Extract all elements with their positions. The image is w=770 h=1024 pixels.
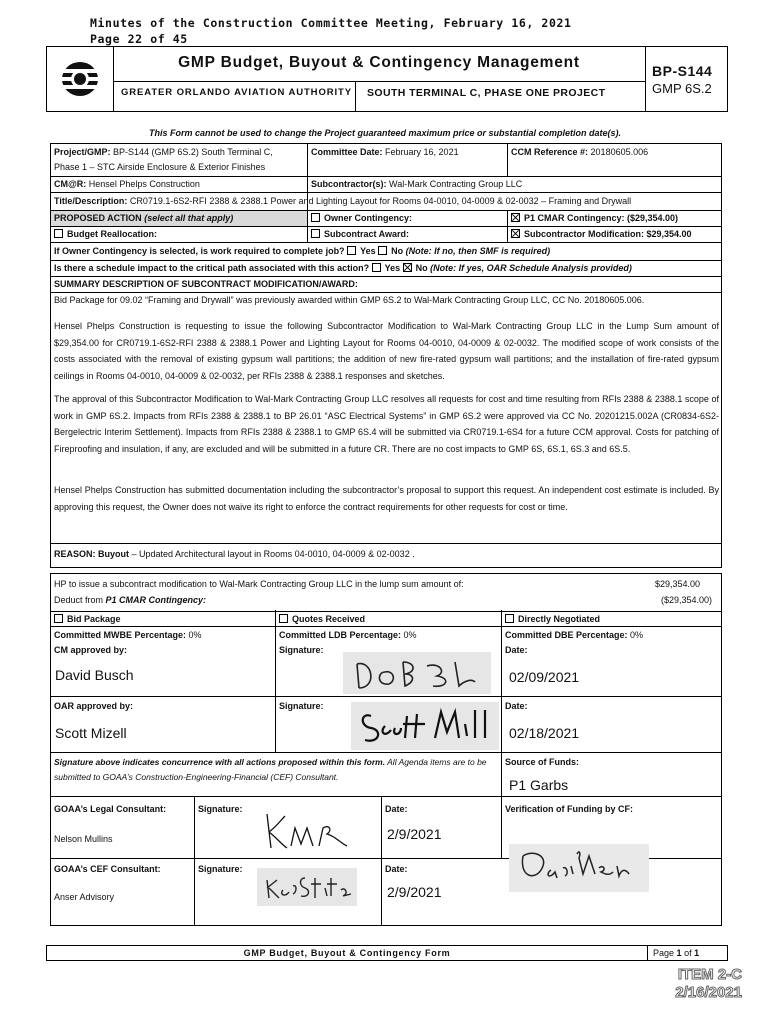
cef-date-label: Date: xyxy=(385,864,408,874)
cef-name: Anser Advisory xyxy=(54,892,115,902)
item-stamp-line2: 2/16/2021 xyxy=(675,984,742,1001)
directly-negotiated-checkbox[interactable] xyxy=(505,614,514,623)
reason-box xyxy=(50,543,722,568)
oar-date-label: Date: xyxy=(505,701,528,711)
cmar-label: CM@R: xyxy=(54,179,87,189)
funds-value: P1 Garbs xyxy=(509,777,569,793)
title-value: CR0719.1-6S2-RFI 2388 & 2388.1 Power and Lighting Layout for Rooms 04-0010, 04-0009 & 02-0032 – Framing and Drywall xyxy=(129,196,632,206)
summary-heading: SUMMARY DESCRIPTION OF SUBCONTRACT MODIFICATION/AWARD: xyxy=(54,279,358,289)
legal-signature xyxy=(257,806,357,854)
budget-realloc-checkbox[interactable] xyxy=(54,229,63,238)
oar-approved-label: OAR approved by: xyxy=(54,701,134,711)
q2-no-checkbox[interactable] xyxy=(403,263,412,272)
owner-contingency-question: If Owner Contingency is selected, is work required to complete job? Yes No (Note: If no, then SMF is required) xyxy=(54,246,551,256)
proposed-action-label: PROPOSED ACTION xyxy=(54,213,142,223)
footer-page-total: 1 xyxy=(694,948,700,958)
amount1: $29,354.00 xyxy=(654,579,700,589)
proposed-action-note: (select all that apply) xyxy=(144,213,234,223)
concurrence-bold: Signature above indicates concurrence with all actions proposed within this form. xyxy=(54,757,386,767)
sub-label: Subcontractor(s): xyxy=(311,179,387,189)
amounts-box xyxy=(50,573,722,612)
form-id: BP-S144 xyxy=(652,63,713,79)
owner-contingency-option[interactable]: Owner Contingency: xyxy=(308,211,507,225)
cef-signature xyxy=(257,868,357,906)
quotes-received-checkbox[interactable] xyxy=(279,614,288,623)
info-table xyxy=(50,143,722,293)
meeting-header-line2: Page 22 of 45 xyxy=(90,32,188,46)
cm-name: David Busch xyxy=(55,667,134,683)
org-name: GREATER ORLANDO AVIATION AUTHORITY xyxy=(121,87,352,98)
bid-package-checkbox[interactable] xyxy=(54,614,63,623)
title-label: Title/Description: xyxy=(54,196,128,206)
form-header xyxy=(46,46,728,112)
amount-line2b: P1 CMAR Contingency: xyxy=(105,595,207,605)
committee-label: Committee Date: xyxy=(311,147,383,157)
reason-text: – Updated Architectural layout in Rooms 04-0010, 04-0009 & 02-0032 . xyxy=(131,549,415,559)
oar-name: Scott Mizell xyxy=(55,725,127,741)
project-value: BP-S144 (GMP 6S.2) South Terminal C, xyxy=(113,147,273,157)
project-name: SOUTH TERMINAL C, PHASE ONE PROJECT xyxy=(367,87,606,99)
cmar-value: Hensel Phelps Construction xyxy=(88,179,200,189)
ldb-value: 0% xyxy=(403,630,417,640)
mwbe-value: 0% xyxy=(188,630,202,640)
form-title: GMP Budget, Buyout & Contingency Management xyxy=(113,47,645,82)
oar-signature xyxy=(351,702,499,750)
sub-value: Wal-Mark Contracting Group LLC xyxy=(389,179,523,189)
committee-value: February 16, 2021 xyxy=(385,147,459,157)
dbe-label: Committed DBE Percentage: xyxy=(505,630,628,640)
summary-p1: Bid Package for 09.02 “Framing and Drywall” was previously awarded within GMP 6S.2 to Wal-Mark Contracting Group LLC, CC No. 20180605.006. xyxy=(54,295,645,305)
owner-contingency-checkbox[interactable] xyxy=(311,213,320,222)
summary-p2: Hensel Phelps Construction is requesting to issue the following Subcontractor Modification to Wal-Mark Contracting Group LLC in the Lump Sum amount of $29,354.00 for CR0719.1-6S2-RFI 2388 & 2388.1 Power and Lighting Layout for Rooms 04-0010, 04-0009 & 02-0032. The modified scope of work consists of the costs associated with the removal of existing gypsum wall partitions; the addition of new fire-rated gypsum wall partitions; and the installation of fire-rated gypsum ceilings in Rooms 04-0010, 04-0009 & 02-0032, per RFIs 2388 & 2388.1 responses and sketches. xyxy=(54,321,719,381)
funds-label: Source of Funds: xyxy=(505,757,579,767)
amount-line1: HP to issue a subcontract modification to Wal-Mark Contracting Group LLC in the lump sum amount of: xyxy=(54,579,464,589)
p1-cmar-option[interactable]: P1 CMAR Contingency: ($29,354.00) xyxy=(508,211,720,225)
verification-label: Verification of Funding by CF: xyxy=(505,804,633,814)
summary-p4: Hensel Phelps Construction has submitted documentation including the subcontractor’s proposal to support this request. An independent cost estimate is included. By approving this request, the Owner does not waive its right to enforce the contract requirements for other requests for cost or time. xyxy=(54,485,719,512)
summary-p3: The approval of this Subcontractor Modification to Wal-Mark Contracting Group LLC resolves all requests for cost and time resulting from RFIs 2388 & 2388.1 scope of work in GMP 6S.2. Impacts from RFIs 2388 & 2388.1 to BP 26.01 “ASC Electrical Systems” in GMP 6S.2 were approved via CC No. 20201215.002A (CR0834-6S2-Bergelectric Interim Settlement). Impacts from RFIs 2388 & 2388.1 to GMP 6S.4 will be submitted via CR0719.1-6S4 for a future CCM approval. Costs for patching of Fireproofing and insulation, if any, are excluded and will be submitted in a future CR. There are no cost impacts to GMP 6S, 6S.1, 6S.3 and 6S.5. xyxy=(54,394,719,454)
project-value-2: Phase 1 – STC Airside Enclosure & Exterior Finishes xyxy=(54,162,266,172)
form-footer xyxy=(46,945,728,961)
q1-yes-checkbox[interactable] xyxy=(347,246,356,255)
directly-negotiated-option[interactable]: Directly Negotiated xyxy=(502,612,720,626)
form-notice: This Form cannot be used to change the Project guaranteed maximum price or substantial completion date(s). xyxy=(148,128,622,138)
cm-date-label: Date: xyxy=(505,645,528,655)
sub-mod-checkbox[interactable] xyxy=(511,229,520,238)
q1-no-checkbox[interactable] xyxy=(378,246,387,255)
sub-award-checkbox[interactable] xyxy=(311,229,320,238)
goaa-logo xyxy=(47,47,114,111)
amount2: ($29,354.00) xyxy=(660,595,712,605)
mwbe-label: Committed MWBE Percentage: xyxy=(54,630,187,640)
bid-package-option[interactable]: Bid Package xyxy=(51,612,275,626)
footer-title: GMP Budget, Buyout & Contingency Form xyxy=(243,948,451,958)
cm-approved-label: CM approved by: xyxy=(54,645,128,655)
legal-date-label: Date: xyxy=(385,804,408,814)
cm-date: 02/09/2021 xyxy=(509,669,580,685)
cef-date: 2/9/2021 xyxy=(387,884,442,900)
oar-date: 02/18/2021 xyxy=(509,725,580,741)
verification-signature xyxy=(509,844,649,892)
amount-line2a: Deduct from xyxy=(54,595,104,605)
reason-label: REASON: Buyout xyxy=(54,549,129,559)
sub-mod-option[interactable]: Subcontractor Modification: $29,354.00 xyxy=(508,227,720,241)
q2-yes-checkbox[interactable] xyxy=(372,263,381,272)
cm-signature-label: Signature: xyxy=(279,645,324,655)
legal-name: Nelson Mullins xyxy=(54,834,113,844)
ccm-label: CCM Reference #: xyxy=(511,147,589,157)
p1-cmar-checkbox[interactable] xyxy=(511,213,520,222)
approvals-table xyxy=(50,610,722,926)
legal-signature-label: Signature: xyxy=(198,804,243,814)
ccm-value: 20180605.006 xyxy=(590,147,649,157)
footer-page: Page 1 of 1 xyxy=(653,948,700,958)
dbe-value: 0% xyxy=(630,630,644,640)
ldb-label: Committed LDB Percentage: xyxy=(279,630,402,640)
footer-page-num: 1 xyxy=(676,948,682,958)
item-stamp xyxy=(675,966,742,1002)
schedule-impact-question: Is there a schedule impact to the critical path associated with this action? Yes No (Note: If yes, OAR Schedule Analysis provided) xyxy=(54,263,632,273)
cef-signature-label: Signature: xyxy=(198,864,243,874)
gmp-id: GMP 6S.2 xyxy=(652,81,712,96)
budget-realloc-option[interactable]: Budget Reallocation: xyxy=(51,227,307,241)
project-label: Project/GMP: xyxy=(54,147,111,157)
meeting-header-line1: Minutes of the Construction Committee Meeting, February 16, 2021 xyxy=(90,16,572,30)
cef-label: GOAA’s CEF Consultant: xyxy=(54,864,161,874)
legal-date: 2/9/2021 xyxy=(387,826,442,842)
quotes-received-option[interactable]: Quotes Received xyxy=(276,612,501,626)
concurrence-rest: All Agenda items are to be submitted to GOAA’s Construction-Engineering-Financial (CEF) Consultant. xyxy=(54,757,487,782)
legal-label: GOAA’s Legal Consultant: xyxy=(54,804,167,814)
item-stamp-line1: ITEM 2-C xyxy=(677,966,742,983)
oar-signature-label: Signature: xyxy=(279,701,324,711)
sub-award-option[interactable]: Subcontract Award: xyxy=(308,227,507,241)
cm-signature xyxy=(343,652,491,694)
